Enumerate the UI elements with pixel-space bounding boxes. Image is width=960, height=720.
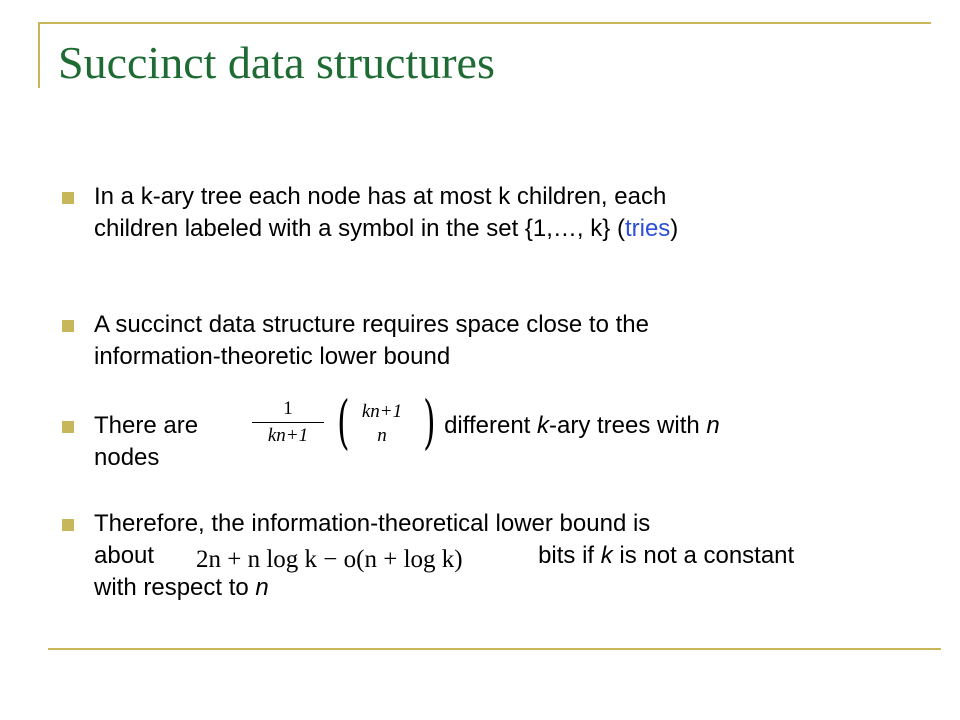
lower-bound-formula: 2n + n log k − o(n + log k): [196, 546, 463, 573]
bullet-3-text: [94, 410, 894, 474]
fraction-numerator: 1: [283, 398, 293, 419]
binomial-top: kn+1: [361, 401, 403, 422]
frame-top-rule: [38, 22, 931, 24]
bullet-2-line2: information-theoretic lower bound: [94, 343, 451, 370]
frame-bottom-rule: [48, 648, 941, 650]
bullet-1-line2-pre: children labeled with a symbol in the set {1,…, k} (: [94, 215, 625, 242]
bullet-4-line1: Therefore, the information-theoretical lower bound is: [94, 510, 651, 537]
fraction-bar: [252, 422, 324, 423]
binomial-left-paren: (: [337, 388, 350, 456]
frame-left-rule: [38, 22, 40, 88]
tries-link[interactable]: tries: [624, 215, 671, 242]
binomial-right-paren: ): [423, 388, 436, 456]
bullet-4-line3-pre: with respect to: [94, 574, 256, 601]
bullet-3-line2: nodes: [94, 444, 160, 471]
bullet-3-mid2: -ary trees with: [549, 412, 707, 439]
bullet-2-text: [94, 309, 894, 373]
bullet-marker: [62, 320, 74, 332]
bullet-1-text: [94, 181, 894, 245]
bullet-3-k: k: [537, 412, 550, 439]
bullet-3-mid: different: [444, 412, 538, 439]
bullet-1-line2-post: ): [670, 215, 679, 242]
count-formula: [248, 388, 444, 458]
bullet-4-line3: [94, 572, 894, 604]
fraction: [248, 398, 328, 447]
bullet-1-line1: In a k-ary tree each node has at most k children, each: [94, 183, 667, 210]
fraction-denominator: kn+1: [267, 425, 309, 446]
bullet-4-n: n: [255, 574, 269, 601]
bullet-3-pre: There are: [94, 412, 199, 439]
bullet-marker: [62, 421, 74, 433]
bullet-2-line1: A succinct data structure requires space close to the: [94, 311, 649, 338]
bullet-marker: [62, 192, 74, 204]
bullet-1-line2: [94, 213, 894, 245]
bullet-3-line1: [94, 410, 894, 442]
bullet-4-about: about: [94, 542, 155, 569]
bullet-4-k: k: [600, 542, 613, 569]
binomial: [346, 400, 418, 448]
bullet-4-bits-post: is not a constant: [612, 542, 795, 569]
bullet-marker: [62, 519, 74, 531]
bullet-3-n: n: [706, 412, 720, 439]
binomial-bottom: n: [377, 425, 387, 446]
slide-title: Succinct data structures: [58, 37, 495, 88]
bullet-4-bits-pre: bits if: [538, 542, 601, 569]
